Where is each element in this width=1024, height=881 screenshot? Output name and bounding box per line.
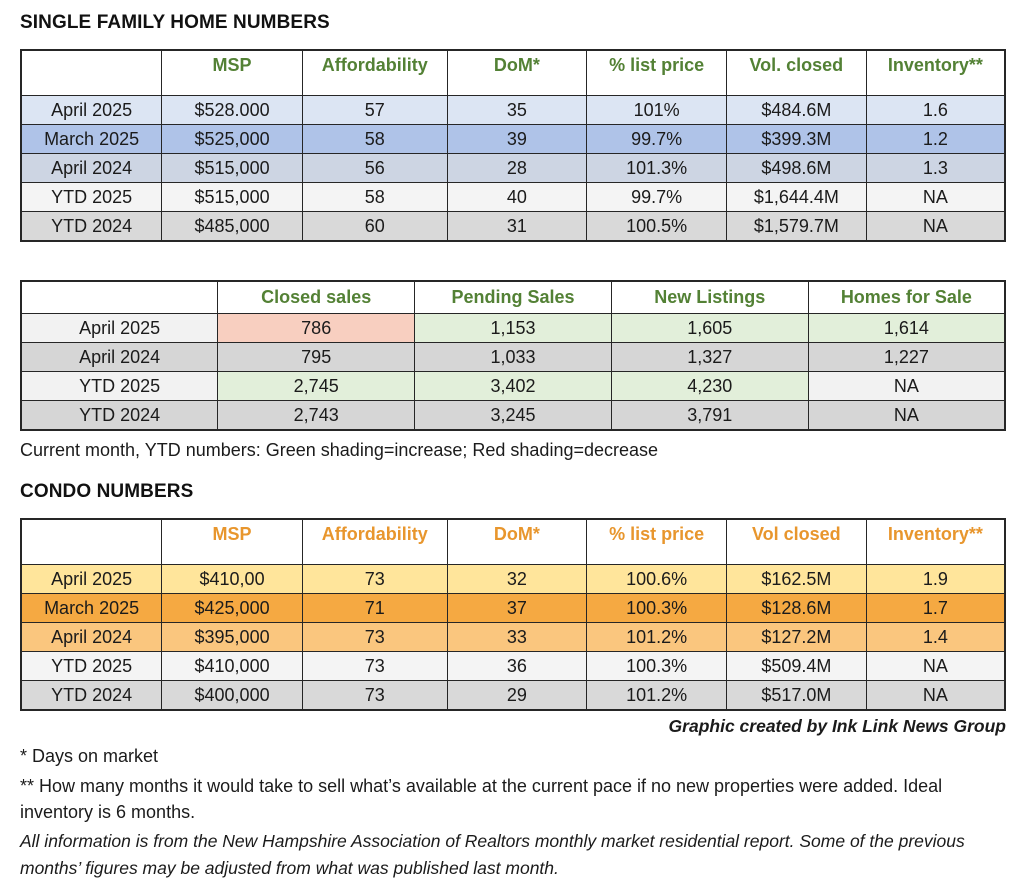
data-cell: 100.3% xyxy=(587,652,727,681)
header-row xyxy=(21,50,1005,96)
data-cell: 1,605 xyxy=(611,314,808,343)
data-cell: 3,402 xyxy=(415,372,612,401)
single-family-stats-table xyxy=(20,49,1006,242)
row-label: YTD 2024 xyxy=(21,401,218,431)
table-row xyxy=(21,594,1005,623)
data-cell: $410,000 xyxy=(162,652,303,681)
row-label: YTD 2025 xyxy=(21,652,162,681)
column-header: DoM* xyxy=(447,519,587,565)
footnote-inventory-definition: ** How many months it would take to sell what’s available at the current pace if no new properties were added. Ideal inventory is 6 months. xyxy=(20,776,943,823)
data-cell: 1.9 xyxy=(866,565,1005,594)
single-family-section-title: SINGLE FAMILY HOME NUMBERS xyxy=(20,12,330,33)
data-cell: $425,000 xyxy=(162,594,303,623)
data-cell: 1.4 xyxy=(866,623,1005,652)
table-row xyxy=(21,565,1005,594)
data-cell: 37 xyxy=(447,594,587,623)
column-header: Pending Sales xyxy=(415,281,612,314)
data-cell: 73 xyxy=(302,681,447,711)
shading-legend: Current month, YTD numbers: Green shading=increase; Red shading=decrease xyxy=(20,440,659,460)
data-cell: 101.2% xyxy=(587,681,727,711)
data-cell: 795 xyxy=(218,343,415,372)
data-cell: 73 xyxy=(302,652,447,681)
data-cell: 786 xyxy=(218,314,415,343)
data-cell: $509.4M xyxy=(726,652,866,681)
column-header: Affordability xyxy=(302,519,447,565)
header-row xyxy=(21,519,1005,565)
data-cell: $399.3M xyxy=(726,125,866,154)
data-cell: $525,000 xyxy=(162,125,303,154)
data-cell: NA xyxy=(866,681,1005,711)
row-label: March 2025 xyxy=(21,125,162,154)
data-cell: 1.7 xyxy=(866,594,1005,623)
data-cell: 99.7% xyxy=(587,183,727,212)
column-header: Inventory** xyxy=(866,50,1005,96)
data-cell: 99.7% xyxy=(587,125,727,154)
data-cell: $400,000 xyxy=(162,681,303,711)
single-family-activity-table xyxy=(20,280,1006,431)
table-row xyxy=(21,681,1005,711)
data-cell: 100.6% xyxy=(587,565,727,594)
data-cell: 73 xyxy=(302,623,447,652)
attribution-credit: Graphic created by Ink Link News Group xyxy=(668,716,1006,736)
data-cell: 3,791 xyxy=(611,401,808,431)
data-cell: $1,579.7M xyxy=(726,212,866,242)
table-row xyxy=(21,372,1005,401)
table-row xyxy=(21,183,1005,212)
data-cell: 2,745 xyxy=(218,372,415,401)
data-cell: 71 xyxy=(302,594,447,623)
column-header: Affordability xyxy=(302,50,447,96)
data-cell: 1,327 xyxy=(611,343,808,372)
data-cell: $528.000 xyxy=(162,96,303,125)
table-row xyxy=(21,154,1005,183)
data-cell: 58 xyxy=(302,125,447,154)
row-label: April 2025 xyxy=(21,314,218,343)
data-cell: 1.2 xyxy=(866,125,1005,154)
data-cell: NA xyxy=(866,183,1005,212)
table-row xyxy=(21,623,1005,652)
row-label: April 2025 xyxy=(21,565,162,594)
data-cell: NA xyxy=(808,372,1005,401)
table-row xyxy=(21,96,1005,125)
data-cell: 33 xyxy=(447,623,587,652)
data-cell: $484.6M xyxy=(726,96,866,125)
column-header: % list price xyxy=(587,519,727,565)
data-cell: NA xyxy=(866,652,1005,681)
source-disclaimer: All information is from the New Hampshire Association of Realtors monthly market residential report. Some of the previous months’ figures may be adjusted from what was published last month. xyxy=(20,831,965,878)
data-cell: $515,000 xyxy=(162,154,303,183)
condo-section-title: CONDO NUMBERS xyxy=(20,481,194,502)
column-header: Vol closed xyxy=(726,519,866,565)
data-cell: NA xyxy=(808,401,1005,431)
data-cell: $517.0M xyxy=(726,681,866,711)
data-cell: 100.5% xyxy=(587,212,727,242)
data-cell: 58 xyxy=(302,183,447,212)
data-cell: 28 xyxy=(447,154,587,183)
condo-stats-table xyxy=(20,518,1006,711)
row-label: April 2024 xyxy=(21,343,218,372)
data-cell: 60 xyxy=(302,212,447,242)
row-label: April 2024 xyxy=(21,154,162,183)
data-cell: $128.6M xyxy=(726,594,866,623)
column-header: MSP xyxy=(162,50,303,96)
row-label: YTD 2024 xyxy=(21,212,162,242)
data-cell: 73 xyxy=(302,565,447,594)
column-header: Vol. closed xyxy=(726,50,866,96)
row-label: YTD 2025 xyxy=(21,372,218,401)
data-cell: $127.2M xyxy=(726,623,866,652)
data-cell: $515,000 xyxy=(162,183,303,212)
column-header: MSP xyxy=(162,519,303,565)
data-cell: $395,000 xyxy=(162,623,303,652)
data-cell: NA xyxy=(866,212,1005,242)
row-label: April 2024 xyxy=(21,623,162,652)
data-cell: 1.6 xyxy=(866,96,1005,125)
data-cell: 100.3% xyxy=(587,594,727,623)
data-cell: $410,00 xyxy=(162,565,303,594)
data-cell: $1,644.4M xyxy=(726,183,866,212)
data-cell: 56 xyxy=(302,154,447,183)
data-cell: 35 xyxy=(447,96,587,125)
data-cell: 39 xyxy=(447,125,587,154)
data-cell: 1,153 xyxy=(415,314,612,343)
data-cell: 101% xyxy=(587,96,727,125)
column-header: Inventory** xyxy=(866,519,1005,565)
data-cell: 1.3 xyxy=(866,154,1005,183)
row-label: March 2025 xyxy=(21,594,162,623)
table-row xyxy=(21,343,1005,372)
data-cell: 4,230 xyxy=(611,372,808,401)
column-header: Homes for Sale xyxy=(808,281,1005,314)
data-cell: $162.5M xyxy=(726,565,866,594)
row-label: April 2025 xyxy=(21,96,162,125)
data-cell: 36 xyxy=(447,652,587,681)
data-cell: 1,227 xyxy=(808,343,1005,372)
data-cell: 101.3% xyxy=(587,154,727,183)
column-header: DoM* xyxy=(447,50,587,96)
row-label: YTD 2024 xyxy=(21,681,162,711)
empty-corner-cell xyxy=(21,519,162,565)
data-cell: 29 xyxy=(447,681,587,711)
data-cell: $485,000 xyxy=(162,212,303,242)
column-header: Closed sales xyxy=(218,281,415,314)
header-row xyxy=(21,281,1005,314)
data-cell: 2,743 xyxy=(218,401,415,431)
data-cell: $498.6M xyxy=(726,154,866,183)
table-row xyxy=(21,401,1005,431)
data-cell: 57 xyxy=(302,96,447,125)
data-cell: 31 xyxy=(447,212,587,242)
row-label: YTD 2025 xyxy=(21,183,162,212)
column-header: % list price xyxy=(587,50,727,96)
data-cell: 1,033 xyxy=(415,343,612,372)
table-row xyxy=(21,652,1005,681)
data-cell: 40 xyxy=(447,183,587,212)
table-row xyxy=(21,212,1005,242)
empty-corner-cell xyxy=(21,50,162,96)
empty-corner-cell xyxy=(21,281,218,314)
data-cell: 1,614 xyxy=(808,314,1005,343)
column-header: New Listings xyxy=(611,281,808,314)
footnote-days-on-market: * Days on market xyxy=(20,746,159,766)
data-cell: 32 xyxy=(447,565,587,594)
data-cell: 3,245 xyxy=(415,401,612,431)
table-row xyxy=(21,314,1005,343)
data-cell: 101.2% xyxy=(587,623,727,652)
table-row xyxy=(21,125,1005,154)
